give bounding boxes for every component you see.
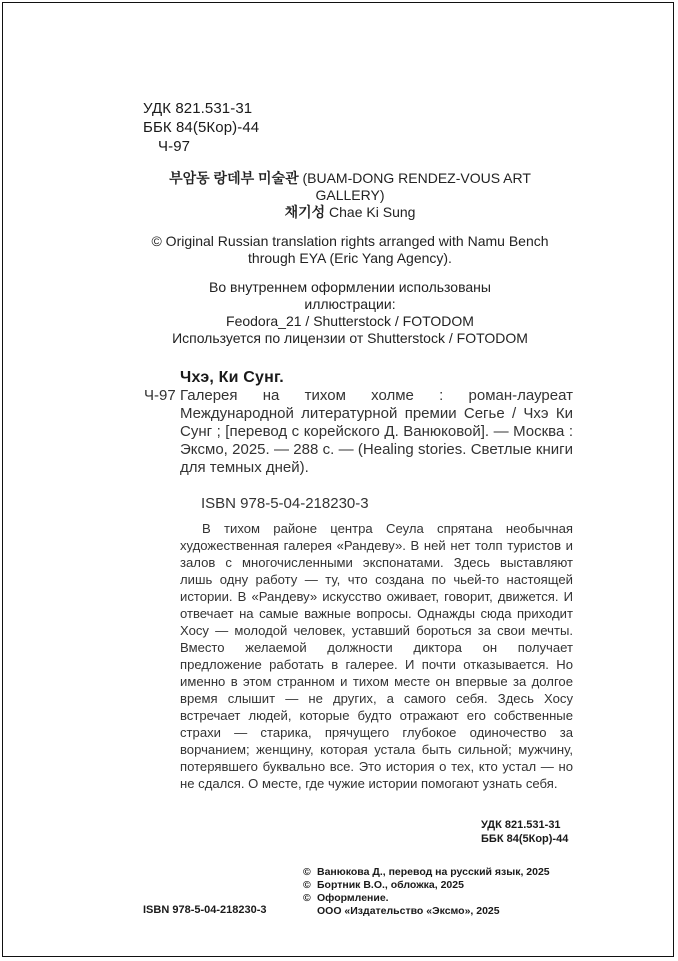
author-mark: Ч-97 — [158, 138, 191, 155]
copyright-symbol: © — [303, 879, 311, 891]
illustrations-line-1: Во внутреннем оформлении использованы — [209, 279, 491, 295]
illustrations-line-3: Feodora_21 / Shutterstock / FOTODOM — [226, 313, 474, 329]
korean-author: 채기성 — [284, 204, 326, 220]
bibliographic-description: Галерея на тихом холме : роман-лауреат Международной литературной премии Сегье / Чхэ Ки Сунг ; [перевод с корейского Д. Ванюковой]. — Москва : Эксмо, 2025. — 288 с. — (Healing stories. Светлые книги для темных дней). — [180, 387, 573, 476]
illustrations-line-2: иллюстрации: — [304, 296, 396, 312]
classification-codes — [143, 99, 259, 156]
illustrations-line-4: Используется по лицензии от Shutterstock / FOTODOM — [172, 330, 528, 346]
footer-bbk: ББК 84(5Кор)-44 — [481, 833, 569, 845]
copyright-block — [303, 866, 550, 918]
author-heading: Чхэ, Ки Сунг. — [180, 369, 284, 386]
latin-author: Chae Ki Sung — [325, 204, 416, 220]
original-author — [140, 204, 560, 221]
page-border — [2, 2, 674, 957]
korean-title: 부암동 랑데부 미술관 — [169, 170, 299, 186]
latin-title: (BUAM-DONG RENDEZ-VOUS ART GALLERY) — [298, 170, 531, 203]
footer-udk: УДК 821.531-31 — [481, 819, 561, 831]
copyright-symbol: © — [303, 866, 311, 878]
bibliographic-mark: Ч-97 — [144, 387, 176, 404]
udk-code: УДК 821.531-31 — [143, 100, 253, 117]
isbn-footer: ISBN 978-5-04-218230-3 — [143, 904, 267, 916]
bbk-code: ББК 84(5Кор)-44 — [143, 119, 260, 136]
rights-notice: © Original Russian translation rights arranged with Namu Bench through EYA (Eric Yang Agency). — [151, 233, 549, 266]
copyright-line-4: ООО «Издательство «Эксмо», 2025 — [317, 905, 500, 917]
copyright-line-3: © Оформление. — [303, 892, 389, 904]
isbn-main: ISBN 978-5-04-218230-3 — [201, 495, 369, 512]
credits-block — [140, 170, 560, 347]
original-title — [140, 170, 560, 204]
copyright-line-1: © Ванюкова Д., перевод на русский язык, 2025 — [303, 866, 550, 878]
copyright-line-2: © Бортник В.О., обложка, 2025 — [303, 879, 464, 891]
annotation: В тихом районе центра Сеула спрятана необычная художественная галерея «Рандеву». В ней нет толп туристов и залов с многочисленными экспонатами. Здесь выставляют лишь одну работу — ту, что создана по чьей-то настоящей истории. В «Рандеву» искусство оживает, говорит, движется. И отвечает на самые важные вопросы. Однажды сюда приходит Хосу — молодой человек, уставший бороться за свои мечты. Вместо желаемой должности диктора он получает предложение работать в галерее. И почти отказывается. Но именно в этом странном и тихом месте он впервые за долгое время слышит — не других, а самого себя. Здесь Хосу встречает людей, которые будто отражают его собственные страхи — старика, прячущего глубокое одиночество за ворчанием; женщину, которая устала быть сильной; мужчину, потерявшего буквально все. Это история о тех, кто устал — но не сдался. О месте, где чужие истории помогают узнать себя. — [180, 521, 573, 791]
copyright-symbol: © — [303, 892, 311, 904]
footer-codes — [481, 818, 568, 846]
